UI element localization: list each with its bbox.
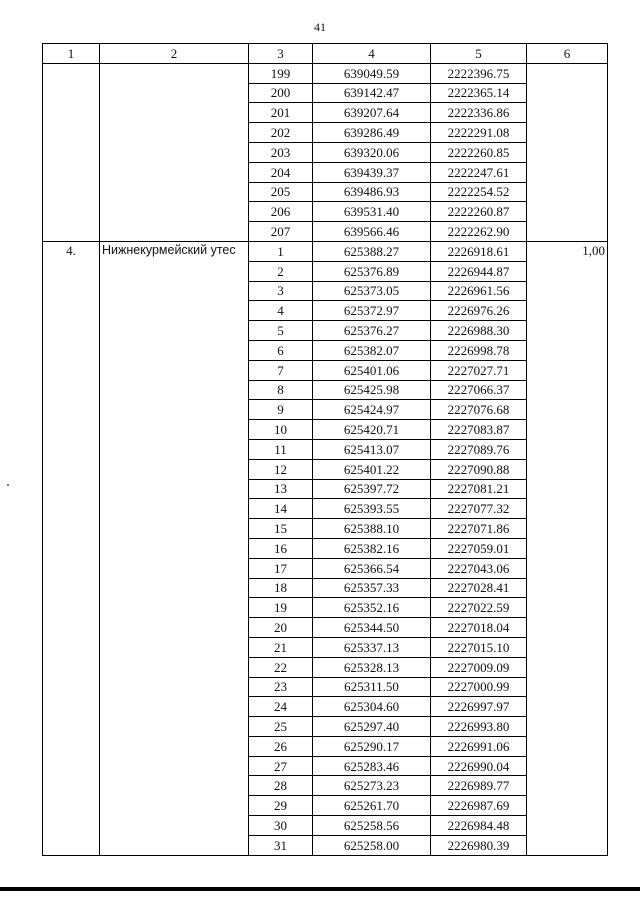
column-header: 4 xyxy=(313,44,431,64)
coordinate-x: 625344.50 xyxy=(313,618,431,638)
coordinate-x: 625388.10 xyxy=(313,519,431,539)
object-number: 4. xyxy=(43,241,100,855)
coordinate-y: 2227090.88 xyxy=(431,459,527,479)
point-number: 206 xyxy=(249,202,313,222)
coordinate-y: 2227089.76 xyxy=(431,439,527,459)
point-number: 203 xyxy=(249,142,313,162)
coordinate-y: 2227076.68 xyxy=(431,400,527,420)
object-name xyxy=(100,63,249,241)
coordinate-x: 639486.93 xyxy=(313,182,431,202)
point-number: 28 xyxy=(249,776,313,796)
column-header: 5 xyxy=(431,44,527,64)
coordinate-y: 2227018.04 xyxy=(431,618,527,638)
object-number xyxy=(43,63,100,241)
coordinate-x: 625376.27 xyxy=(313,321,431,341)
coordinate-y: 2227022.59 xyxy=(431,598,527,618)
coordinate-y: 2226987.69 xyxy=(431,796,527,816)
coordinate-x: 625401.22 xyxy=(313,459,431,479)
coordinate-x: 625357.33 xyxy=(313,578,431,598)
point-number: 31 xyxy=(249,835,313,855)
coordinate-x: 625397.72 xyxy=(313,479,431,499)
coordinate-x: 625273.23 xyxy=(313,776,431,796)
point-number: 14 xyxy=(249,499,313,519)
coordinates-table xyxy=(42,43,608,856)
point-number: 24 xyxy=(249,697,313,717)
point-number: 30 xyxy=(249,816,313,836)
point-number: 17 xyxy=(249,558,313,578)
coordinate-x: 625258.00 xyxy=(313,835,431,855)
point-number: 1 xyxy=(249,241,313,261)
coordinate-x: 625401.06 xyxy=(313,360,431,380)
point-number: 13 xyxy=(249,479,313,499)
column-header: 2 xyxy=(100,44,249,64)
point-number: 21 xyxy=(249,637,313,657)
coordinate-x: 639320.06 xyxy=(313,142,431,162)
point-number: 205 xyxy=(249,182,313,202)
coordinate-y: 2222396.75 xyxy=(431,63,527,83)
coordinate-x: 625393.55 xyxy=(313,499,431,519)
coordinate-y: 2222291.08 xyxy=(431,123,527,143)
coordinate-y: 2226991.06 xyxy=(431,736,527,756)
coordinate-x: 625297.40 xyxy=(313,717,431,737)
coordinate-y: 2227028.41 xyxy=(431,578,527,598)
coordinate-y: 2226961.56 xyxy=(431,281,527,301)
point-number: 11 xyxy=(249,439,313,459)
coordinate-x: 639286.49 xyxy=(313,123,431,143)
table-header xyxy=(43,44,608,64)
coordinate-y: 2222336.86 xyxy=(431,103,527,123)
coordinate-y: 2226989.77 xyxy=(431,776,527,796)
coordinate-y: 2226976.26 xyxy=(431,301,527,321)
point-number: 204 xyxy=(249,162,313,182)
coordinate-x: 639566.46 xyxy=(313,222,431,242)
table-body xyxy=(43,63,608,855)
point-number: 5 xyxy=(249,321,313,341)
point-number: 200 xyxy=(249,83,313,103)
object-area: 1,00 xyxy=(527,241,608,855)
coordinate-y: 2222262.90 xyxy=(431,222,527,242)
coordinate-y: 2226997.97 xyxy=(431,697,527,717)
point-number: 26 xyxy=(249,736,313,756)
coordinate-x: 625311.50 xyxy=(313,677,431,697)
object-area xyxy=(527,63,608,241)
point-number: 10 xyxy=(249,420,313,440)
point-number: 201 xyxy=(249,103,313,123)
coordinate-x: 625372.97 xyxy=(313,301,431,321)
coordinate-y: 2226998.78 xyxy=(431,340,527,360)
point-number: 22 xyxy=(249,657,313,677)
coordinate-x: 625424.97 xyxy=(313,400,431,420)
coordinate-y: 2226944.87 xyxy=(431,261,527,281)
coordinate-x: 625283.46 xyxy=(313,756,431,776)
coordinate-x: 625376.89 xyxy=(313,261,431,281)
coordinate-x: 625352.16 xyxy=(313,598,431,618)
coordinate-y: 2227059.01 xyxy=(431,538,527,558)
point-number: 9 xyxy=(249,400,313,420)
coordinate-y: 2227000.99 xyxy=(431,677,527,697)
table-row xyxy=(43,63,608,83)
coordinate-y: 2227043.06 xyxy=(431,558,527,578)
coordinate-x: 625290.17 xyxy=(313,736,431,756)
coordinate-y: 2222365.14 xyxy=(431,83,527,103)
coordinate-y: 2227027.71 xyxy=(431,360,527,380)
coordinate-y: 2227077.32 xyxy=(431,499,527,519)
point-number: 15 xyxy=(249,519,313,539)
point-number: 6 xyxy=(249,340,313,360)
coordinate-y: 2227081.21 xyxy=(431,479,527,499)
coordinate-x: 625328.13 xyxy=(313,657,431,677)
column-header: 6 xyxy=(527,44,608,64)
object-name: Нижнекурмейский утес xyxy=(100,241,249,855)
coordinate-x: 625373.05 xyxy=(313,281,431,301)
coordinate-x: 625261.70 xyxy=(313,796,431,816)
bottom-rule xyxy=(0,887,640,891)
coordinate-y: 2226990.04 xyxy=(431,756,527,776)
coordinate-x: 625304.60 xyxy=(313,697,431,717)
coordinate-x: 639049.59 xyxy=(313,63,431,83)
coordinate-y: 2227009.09 xyxy=(431,657,527,677)
coordinate-y: 2226918.61 xyxy=(431,241,527,261)
column-header: 3 xyxy=(249,44,313,64)
coordinate-x: 625258.56 xyxy=(313,816,431,836)
coordinate-x: 625420.71 xyxy=(313,420,431,440)
point-number: 16 xyxy=(249,538,313,558)
point-number: 27 xyxy=(249,756,313,776)
coordinate-y: 2226984.48 xyxy=(431,816,527,836)
point-number: 18 xyxy=(249,578,313,598)
coordinate-x: 625382.07 xyxy=(313,340,431,360)
coordinate-y: 2222260.87 xyxy=(431,202,527,222)
point-number: 25 xyxy=(249,717,313,737)
point-number: 29 xyxy=(249,796,313,816)
point-number: 4 xyxy=(249,301,313,321)
coordinate-x: 625388.27 xyxy=(313,241,431,261)
coordinate-x: 625413.07 xyxy=(313,439,431,459)
coordinate-y: 2222247.61 xyxy=(431,162,527,182)
point-number: 199 xyxy=(249,63,313,83)
header-row xyxy=(43,44,608,64)
point-number: 8 xyxy=(249,380,313,400)
coordinate-y: 2226988.30 xyxy=(431,321,527,341)
coordinate-x: 625366.54 xyxy=(313,558,431,578)
coordinate-y: 2227083.87 xyxy=(431,420,527,440)
point-number: 12 xyxy=(249,459,313,479)
coordinate-x: 625425.98 xyxy=(313,380,431,400)
coordinate-x: 639207.64 xyxy=(313,103,431,123)
coordinate-x: 639142.47 xyxy=(313,83,431,103)
point-number: 2 xyxy=(249,261,313,281)
point-number: 7 xyxy=(249,360,313,380)
coordinate-y: 2222254.52 xyxy=(431,182,527,202)
point-number: 23 xyxy=(249,677,313,697)
coordinate-y: 2226993.80 xyxy=(431,717,527,737)
coordinate-x: 639439.37 xyxy=(313,162,431,182)
point-number: 3 xyxy=(249,281,313,301)
point-number: 20 xyxy=(249,618,313,638)
coordinate-y: 2226980.39 xyxy=(431,835,527,855)
coordinate-x: 625337.13 xyxy=(313,637,431,657)
coordinate-y: 2227071.86 xyxy=(431,519,527,539)
coordinate-x: 625382.16 xyxy=(313,538,431,558)
point-number: 202 xyxy=(249,123,313,143)
column-header: 1 xyxy=(43,44,100,64)
scan-mark xyxy=(7,484,9,486)
point-number: 207 xyxy=(249,222,313,242)
coordinate-y: 2222260.85 xyxy=(431,142,527,162)
coordinate-y: 2227066.37 xyxy=(431,380,527,400)
point-number: 19 xyxy=(249,598,313,618)
page-number: 41 xyxy=(314,20,326,34)
table-row xyxy=(43,241,608,261)
coordinate-x: 639531.40 xyxy=(313,202,431,222)
coordinate-y: 2227015.10 xyxy=(431,637,527,657)
